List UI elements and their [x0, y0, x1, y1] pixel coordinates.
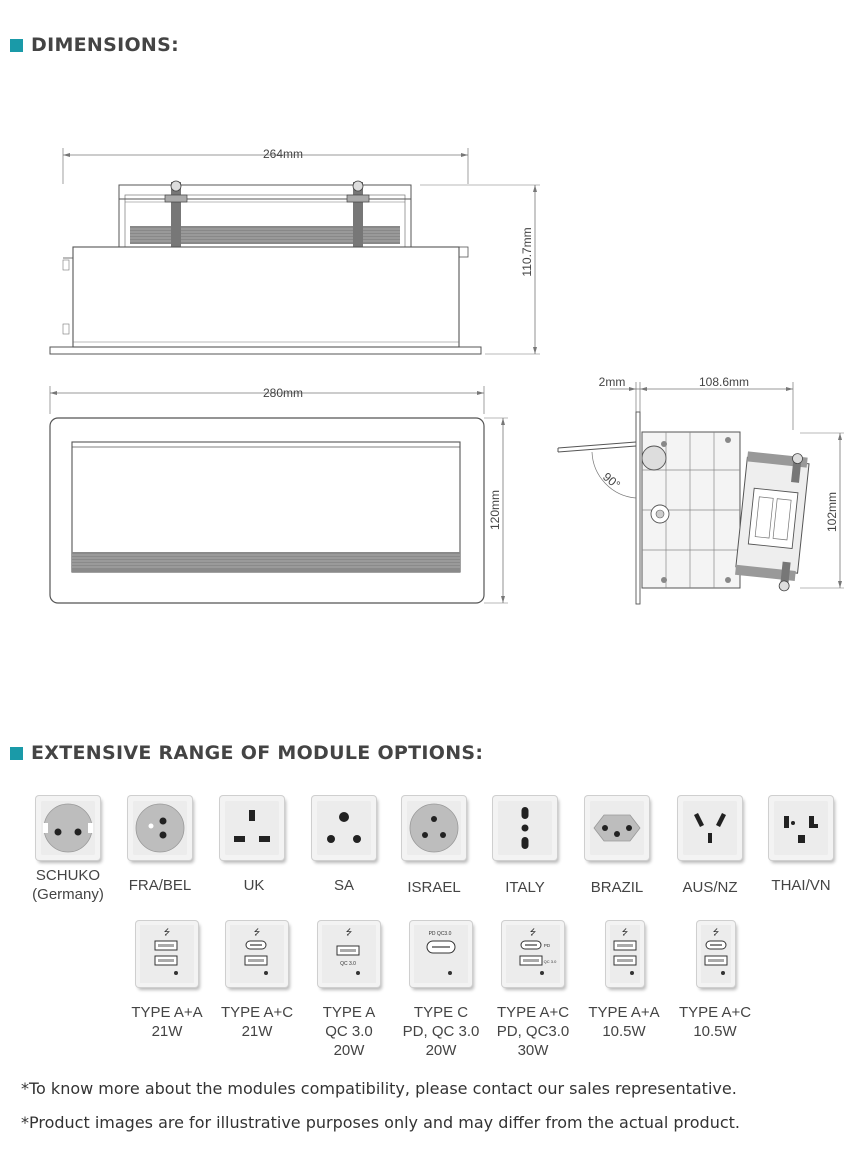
module-label: TYPE A+A 21W [131, 1004, 203, 1040]
usb-a-a-small-icon [610, 925, 640, 983]
heading-square-icon [10, 39, 23, 52]
uk-socket-icon [225, 801, 279, 855]
module-sa [312, 796, 376, 860]
modules-heading [10, 742, 483, 764]
brazil-socket-icon [590, 801, 644, 855]
italy-socket-icon [498, 801, 552, 855]
module-label: TYPE A+A 10.5W [588, 1004, 660, 1040]
footnote-compatibility: *To know more about the modules compatibility, please contact our sales representative. [21, 1079, 737, 1098]
module-fra-bel [128, 796, 192, 860]
module-usb-a-a-10w [606, 921, 644, 987]
side-height-label: 102mm [825, 491, 839, 533]
module-usb-a-c-pd [502, 921, 564, 987]
svg-text:⭍: ⭍ [345, 928, 353, 937]
module-schuko [36, 796, 100, 860]
usb-a-c-small-icon [701, 925, 731, 983]
usb-c-pd-icon [414, 925, 468, 983]
svg-text:QC 3.0: QC 3.0 [340, 961, 356, 967]
module-label: THAI/VN [771, 877, 831, 894]
module-label: TYPE A+C 10.5W [678, 1004, 752, 1040]
footnote-illustrative: *Product images are for illustrative purposes only and may differ from the actual product. [21, 1113, 740, 1132]
module-label: BRAZIL [590, 879, 644, 896]
module-israel [402, 796, 466, 860]
front-width-label: 280mm [262, 386, 304, 400]
fra-bel-socket-icon [133, 801, 187, 855]
usb-a-qc-icon [322, 925, 376, 983]
usb-a-c-icon [230, 925, 284, 983]
module-label: ISRAEL [407, 879, 461, 896]
module-usb-a-a-21w [136, 921, 198, 987]
module-usb-a-qc [318, 921, 380, 987]
usb-a-c-pd-icon [506, 925, 560, 983]
module-thai-vn [769, 796, 833, 860]
modules-title: EXTENSIVE RANGE OF MODULE OPTIONS: [31, 742, 484, 764]
module-uk [220, 796, 284, 860]
side-gap-label: 2mm [598, 375, 626, 389]
svg-text:QC 3.0: QC 3.0 [543, 959, 557, 964]
israel-socket-icon [407, 801, 461, 855]
dimensions-heading [10, 34, 179, 56]
module-label: SA [333, 877, 354, 894]
module-usb-c-pd [410, 921, 472, 987]
module-label: ITALY [505, 879, 545, 896]
module-label: TYPE A+C PD, QC3.0 30W [496, 1004, 570, 1059]
dimensions-title: DIMENSIONS: [31, 34, 180, 56]
heading-square-icon [10, 747, 23, 760]
module-aus-nz [678, 796, 742, 860]
top-height-label: 110.7mm [520, 227, 534, 277]
module-label: UK [243, 877, 265, 894]
module-label: TYPE A QC 3.0 20W [322, 1004, 376, 1059]
angle-label: 90° [600, 469, 623, 492]
module-label: TYPE A+C 21W [220, 1004, 294, 1040]
module-italy [493, 796, 557, 860]
svg-text:⭍: ⭍ [253, 928, 261, 937]
schuko-socket-icon [41, 801, 95, 855]
front-height-label: 120mm [488, 489, 502, 531]
module-brazil [585, 796, 649, 860]
svg-text:⭍: ⭍ [712, 928, 720, 937]
module-usb-a-c-21w [226, 921, 288, 987]
svg-text:⭍: ⭍ [163, 928, 171, 937]
module-usb-a-c-10w [697, 921, 735, 987]
svg-text:⭍: ⭍ [529, 928, 537, 937]
side-view-drawing [550, 370, 850, 610]
thai-vn-socket-icon [774, 801, 828, 855]
module-label: SCHUKO (Germany) [32, 867, 104, 903]
front-view-drawing [40, 380, 520, 620]
sa-socket-icon [317, 801, 371, 855]
top-width-label: 264mm [262, 147, 304, 161]
svg-text:PD QC3.0: PD QC3.0 [428, 931, 452, 937]
side-depth-label: 108.6mm [698, 375, 750, 389]
usb-a-a-icon [140, 925, 194, 983]
svg-text:PD: PD [543, 943, 551, 948]
svg-text:⭍: ⭍ [621, 928, 629, 937]
module-label: AUS/NZ [682, 879, 738, 896]
module-label: TYPE C PD, QC 3.0 20W [402, 1004, 480, 1059]
top-view-drawing [40, 140, 560, 370]
aus-nz-socket-icon [683, 801, 737, 855]
module-label: FRA/BEL [128, 877, 192, 894]
